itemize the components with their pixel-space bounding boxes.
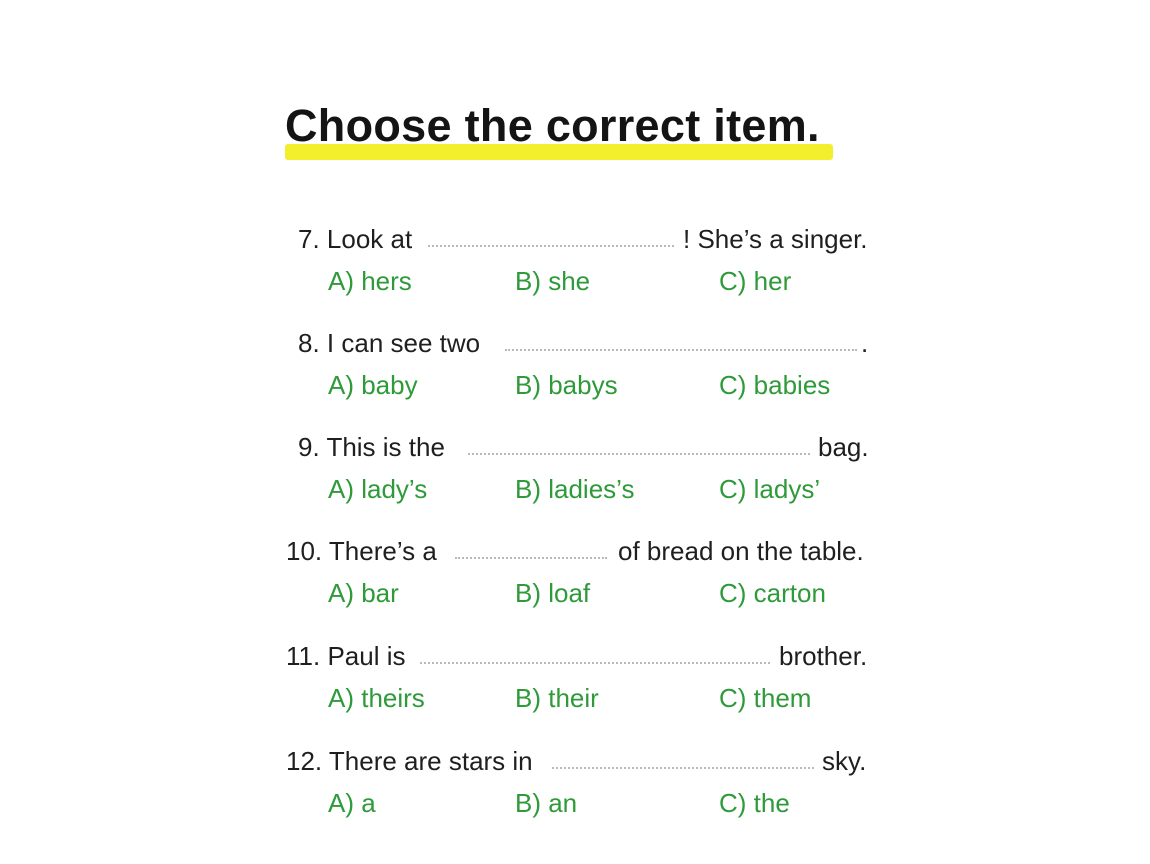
question-text-before: 9. This is the — [298, 432, 445, 462]
option-a[interactable]: A) baby — [328, 370, 418, 400]
question-11 — [0, 640, 1150, 730]
option-b[interactable]: B) she — [515, 266, 591, 296]
question-text-before: 7. Look at — [298, 224, 413, 254]
option-a[interactable]: A) a — [328, 788, 376, 818]
option-b[interactable]: B) their — [515, 683, 599, 713]
question-text-after: brother. — [779, 641, 868, 671]
question-text-after: . — [861, 328, 869, 358]
question-text-after: ! She’s a singer. — [683, 224, 868, 254]
option-c[interactable]: C) carton — [719, 578, 826, 608]
question-text-after: bag. — [818, 432, 869, 462]
option-c[interactable]: C) her — [719, 266, 792, 296]
option-c[interactable]: C) them — [719, 683, 812, 713]
question-text-before: 11. Paul is — [286, 641, 406, 671]
option-a[interactable]: A) hers — [328, 266, 412, 296]
option-a[interactable]: A) theirs — [328, 683, 425, 713]
option-a[interactable]: A) bar — [328, 578, 399, 608]
question-text-before: 8. I can see two — [298, 328, 481, 358]
option-a[interactable]: A) lady’s — [328, 474, 428, 504]
option-c[interactable]: C) ladys’ — [719, 474, 821, 504]
answer-blank[interactable] — [420, 662, 770, 664]
question-10 — [0, 535, 1150, 625]
answer-blank[interactable] — [455, 557, 607, 559]
option-b[interactable]: B) ladies’s — [515, 474, 635, 504]
question-text-before: 10. There’s a — [286, 536, 437, 566]
option-c[interactable]: C) babies — [719, 370, 831, 400]
answer-blank[interactable] — [468, 453, 810, 455]
exercise-title: Choose the correct item. — [285, 100, 820, 151]
answer-blank[interactable] — [552, 767, 814, 769]
answer-blank[interactable] — [428, 245, 674, 247]
question-text-after: of bread on the table. — [618, 536, 864, 566]
question-9 — [0, 431, 1150, 521]
option-b[interactable]: B) loaf — [515, 578, 591, 608]
option-b[interactable]: B) an — [515, 788, 578, 818]
question-text-before: 12. There are stars in — [286, 746, 533, 776]
option-b[interactable]: B) babys — [515, 370, 618, 400]
question-8 — [0, 327, 1150, 417]
question-12 — [0, 745, 1150, 835]
option-c[interactable]: C) the — [719, 788, 790, 818]
question-7 — [0, 223, 1150, 313]
question-text-after: sky. — [822, 746, 867, 776]
answer-blank[interactable] — [505, 349, 857, 351]
exercise-header — [285, 100, 845, 170]
